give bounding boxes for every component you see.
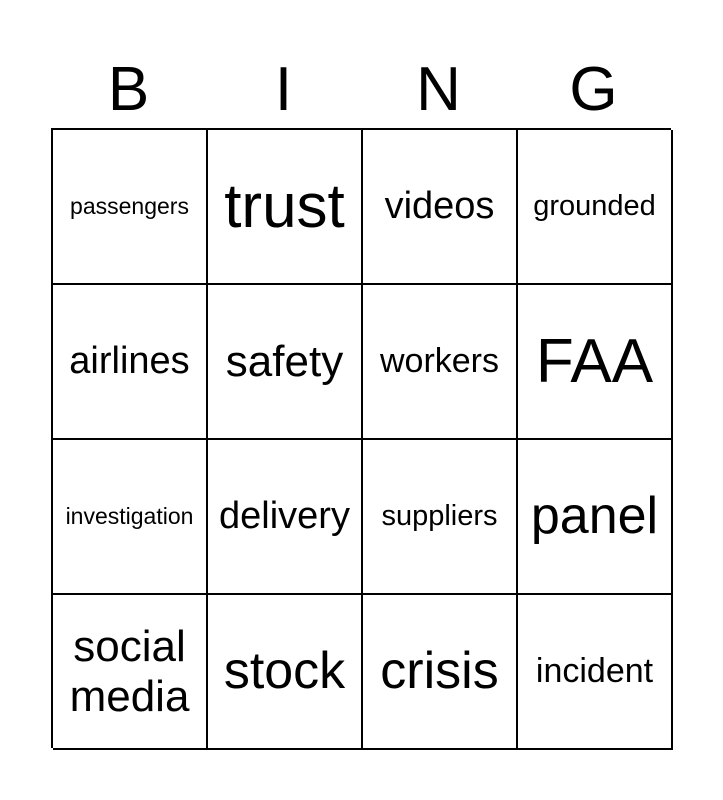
cell-label: workers: [379, 342, 500, 381]
cell-label: videos: [384, 185, 495, 228]
cell-label: investigation: [65, 502, 194, 529]
cell-label: passengers: [70, 192, 189, 219]
cell-label: delivery: [219, 495, 350, 538]
cell-label: panel: [530, 487, 659, 546]
cell-label: safety: [225, 336, 344, 386]
bingo-cell-panel[interactable]: [518, 440, 673, 595]
header-letter-b: B: [107, 55, 150, 124]
bingo-cell-videos[interactable]: [363, 130, 518, 285]
bingo-cell-faa[interactable]: [518, 285, 673, 440]
bingo-cell-safety[interactable]: [208, 285, 363, 440]
cell-label: FAA: [535, 326, 654, 396]
cell-label: incident: [535, 652, 654, 691]
bingo-cell-stock[interactable]: [208, 595, 363, 750]
bingo-board: [51, 128, 671, 748]
bingo-cell-workers[interactable]: [363, 285, 518, 440]
bingo-cell-suppliers[interactable]: [363, 440, 518, 595]
bingo-cell-incident[interactable]: [518, 595, 673, 750]
header-letter-i: I: [274, 55, 293, 124]
cell-label: suppliers: [381, 500, 498, 533]
cell-label: airlines: [69, 340, 190, 383]
cell-label: stock: [223, 642, 346, 701]
cell-label: trust: [224, 171, 345, 241]
bingo-cell-passengers[interactable]: [53, 130, 208, 285]
header-letter-n: N: [416, 55, 461, 124]
bingo-cell-grounded[interactable]: [518, 130, 673, 285]
bingo-cell-trust[interactable]: [208, 130, 363, 285]
bingo-cell-investigation[interactable]: [53, 440, 208, 595]
bingo-header: [51, 50, 671, 130]
bingo-cell-airlines[interactable]: [53, 285, 208, 440]
bingo-cell-social-media[interactable]: [53, 595, 208, 750]
bingo-cell-crisis[interactable]: [363, 595, 518, 750]
cell-label: grounded: [533, 190, 656, 223]
bingo-cell-delivery[interactable]: [208, 440, 363, 595]
cell-label: crisis: [380, 642, 499, 701]
cell-label: social media: [69, 622, 190, 721]
header-letter-g: G: [569, 55, 618, 124]
